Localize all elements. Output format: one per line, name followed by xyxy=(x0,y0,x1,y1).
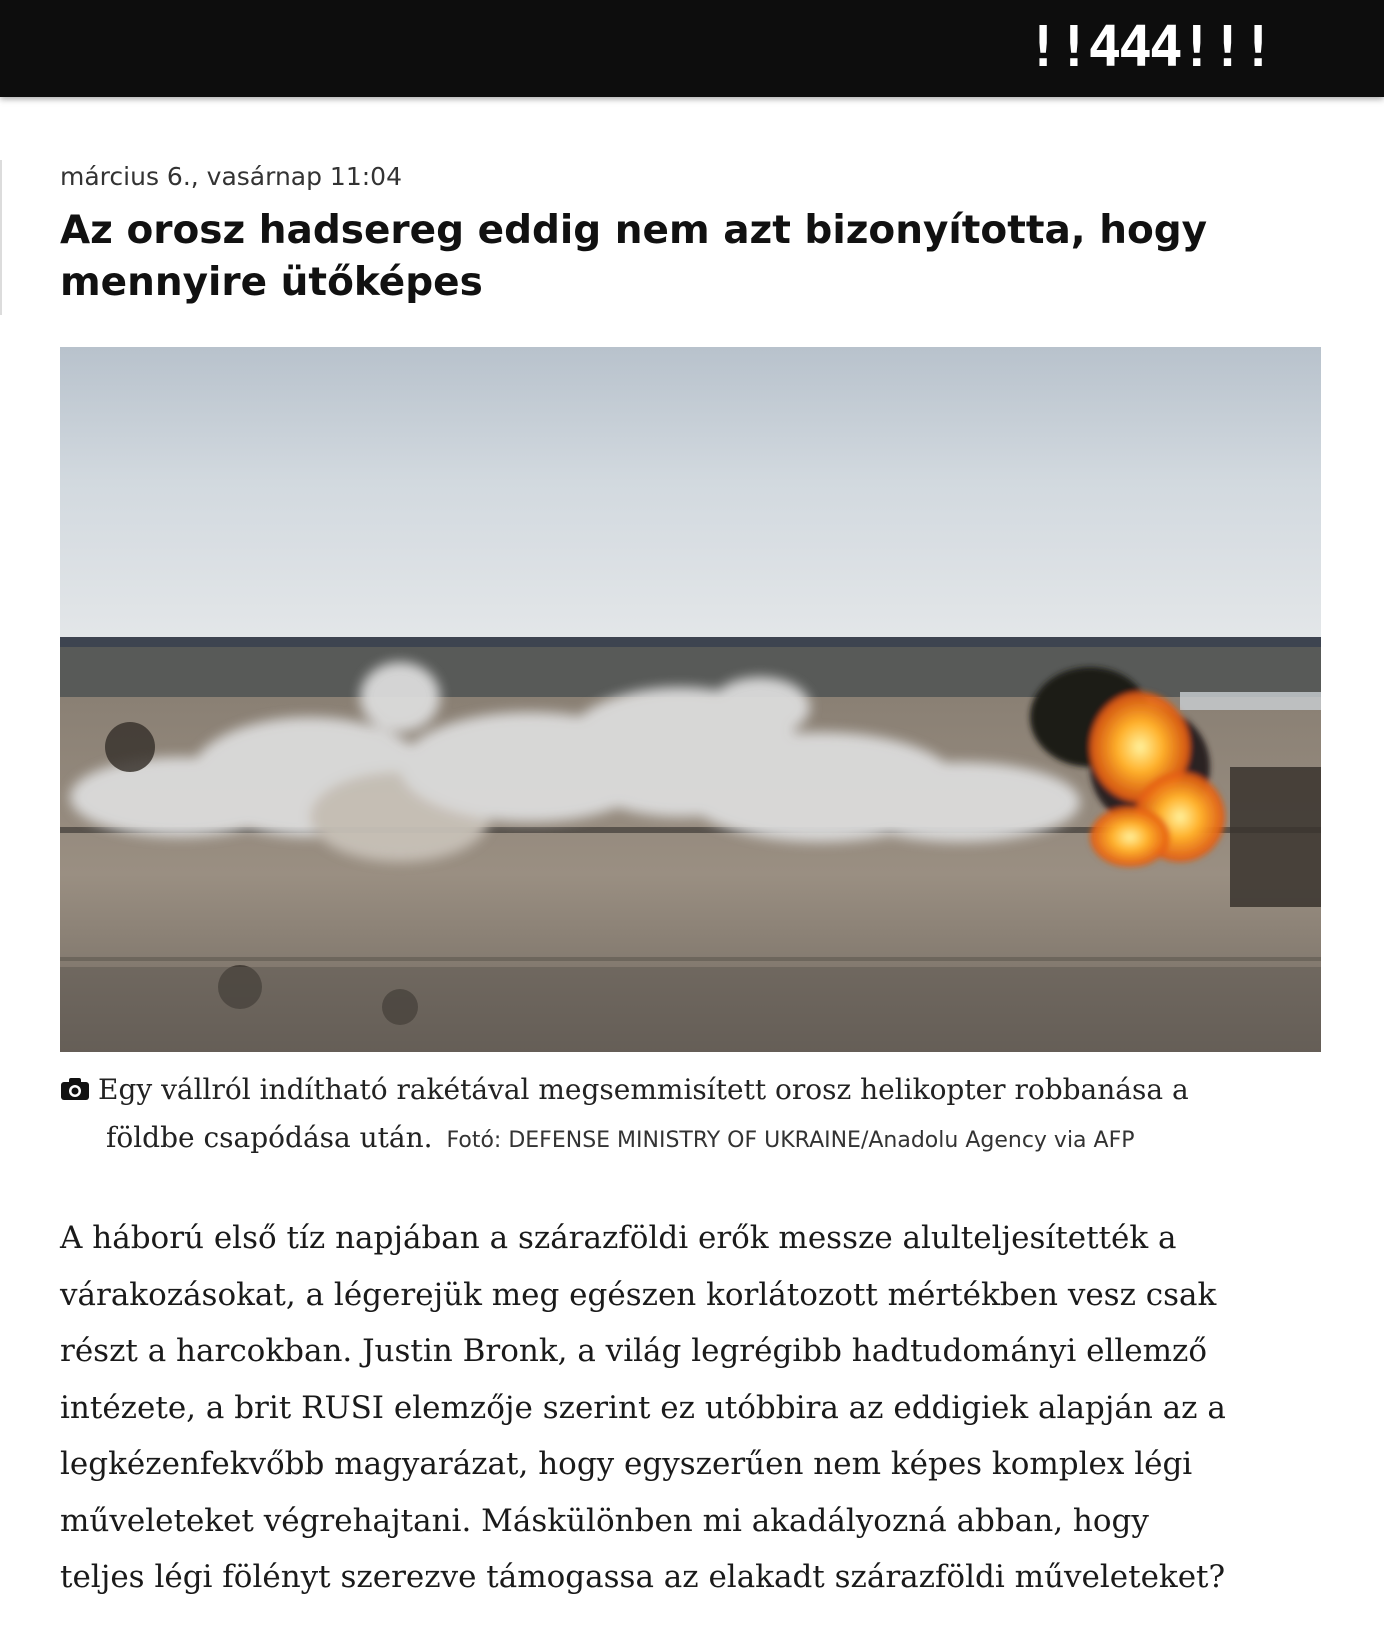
article-body xyxy=(60,1210,1340,1606)
article-photo[interactable] xyxy=(60,347,1321,1052)
site-logo[interactable]: !!444!!! xyxy=(1026,15,1272,80)
caption-text-line1: Egy vállról indítható rakétával megsemmisített orosz helikopter robbanása a xyxy=(98,1073,1189,1106)
top-bar xyxy=(0,0,1384,97)
left-divider xyxy=(0,160,2,315)
body-line: A háború első tíz napjában a szárazföldi erők messze alulteljesítették a xyxy=(60,1220,1177,1256)
body-line: várakozásokat, a légerejük meg egészen korlátozott mértékben vesz csak xyxy=(60,1276,1217,1313)
caption-text-line2: földbe csapódása után. xyxy=(106,1121,433,1154)
body-line: részt a harcokban. Justin Bronk, a világ legrégibb hadtudományi ellemző xyxy=(60,1333,1208,1369)
body-line: teljes légi fölényt szerezve támogassa az elakadt szárazföldi műveleteket? xyxy=(60,1559,1226,1595)
article-date: március 6., vasárnap 11:04 xyxy=(60,162,402,191)
camera-icon xyxy=(60,1077,90,1101)
body-line: legkézenfekvőbb magyarázat, hogy egyszerűen nem képes komplex légi xyxy=(60,1446,1193,1482)
body-line: intézete, a brit RUSI elemzője szerint ez utóbbira az eddigiek alapján az a xyxy=(60,1389,1226,1426)
photo-caption xyxy=(60,1066,1340,1165)
article-title: Az orosz hadsereg eddig nem azt bizonyította, hogy mennyire ütőképes xyxy=(60,208,1208,305)
body-line: műveleteket végrehajtani. Máskülönben mi akadályozná abban, hogy xyxy=(60,1502,1149,1539)
photo-credit: Fotó: DEFENSE MINISTRY OF UKRAINE/Anadolu Agency via AFP xyxy=(446,1128,1135,1153)
